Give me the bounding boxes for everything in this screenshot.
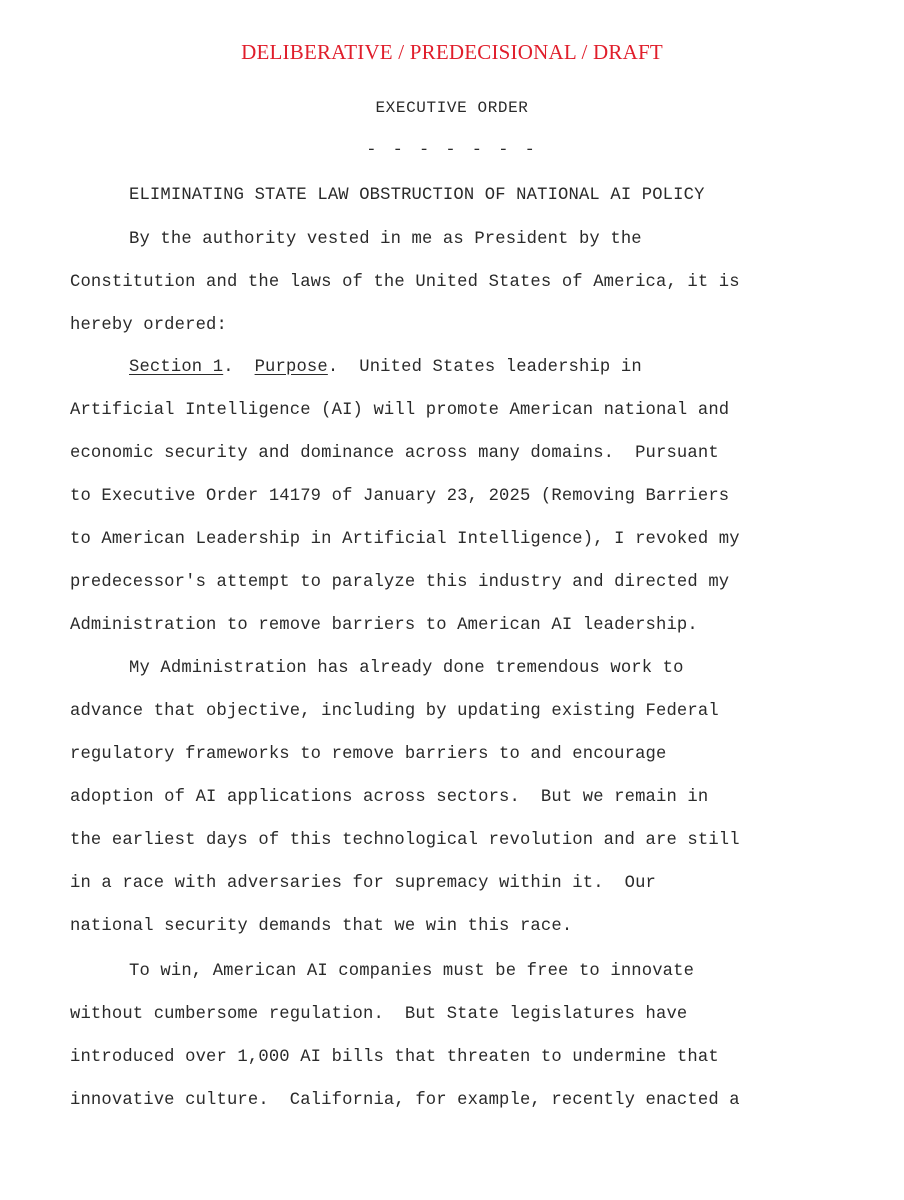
paragraph-2-line: regulatory frameworks to remove barriers to and encourage [70, 745, 667, 764]
section-label: Section 1 [129, 358, 224, 377]
section-1-line: predecessor's attempt to paralyze this industry and directed my [70, 573, 730, 592]
paragraph-3-line: innovative culture. California, for example, recently enacted a [70, 1091, 740, 1110]
order-title: ELIMINATING STATE LAW OBSTRUCTION OF NATIONAL AI POLICY [129, 186, 705, 205]
section-heading: Purpose [254, 358, 328, 377]
paragraph-2-line: in a race with adversaries for supremacy within it. Our [70, 874, 656, 893]
preamble-line: Constitution and the laws of the United States of America, it is [70, 273, 740, 292]
paragraph-2-line: the earliest days of this technological revolution and are still [70, 831, 740, 850]
classification-banner: DELIBERATIVE / PREDECISIONAL / DRAFT [241, 40, 663, 64]
paragraph-3-line: introduced over 1,000 AI bills that threaten to undermine that [70, 1048, 719, 1067]
preamble-line: hereby ordered: [70, 316, 227, 335]
paragraph-2-line: adoption of AI applications across sectors. But we remain in [70, 788, 709, 807]
section-1-first-line: Section 1. Purpose. United States leadership in [129, 358, 642, 377]
paragraph-2-line: national security demands that we win this race. [70, 917, 573, 936]
paragraph-2-line: My Administration has already done tremendous work to [129, 659, 684, 678]
section-1-line: to Executive Order 14179 of January 23, 2025 (Removing Barriers [70, 487, 730, 506]
preamble-line: By the authority vested in me as President by the [129, 230, 642, 249]
section-1-line: Administration to remove barriers to American AI leadership. [70, 616, 698, 635]
section-1-line: economic security and dominance across many domains. Pursuant [70, 444, 719, 463]
paragraph-2-line: advance that objective, including by updating existing Federal [70, 702, 719, 721]
section-1-line: Artificial Intelligence (AI) will promote American national and [70, 401, 730, 420]
paragraph-3-line: without cumbersome regulation. But State legislatures have [70, 1005, 688, 1024]
section-1-line: to American Leadership in Artificial Intelligence), I revoked my [70, 530, 740, 549]
document-heading: EXECUTIVE ORDER [375, 99, 529, 117]
paragraph-3-line: To win, American AI companies must be free to innovate [129, 962, 695, 981]
section-first-line-text: United States leadership in [359, 358, 642, 377]
heading-separator: - - - - - - - [366, 141, 538, 160]
